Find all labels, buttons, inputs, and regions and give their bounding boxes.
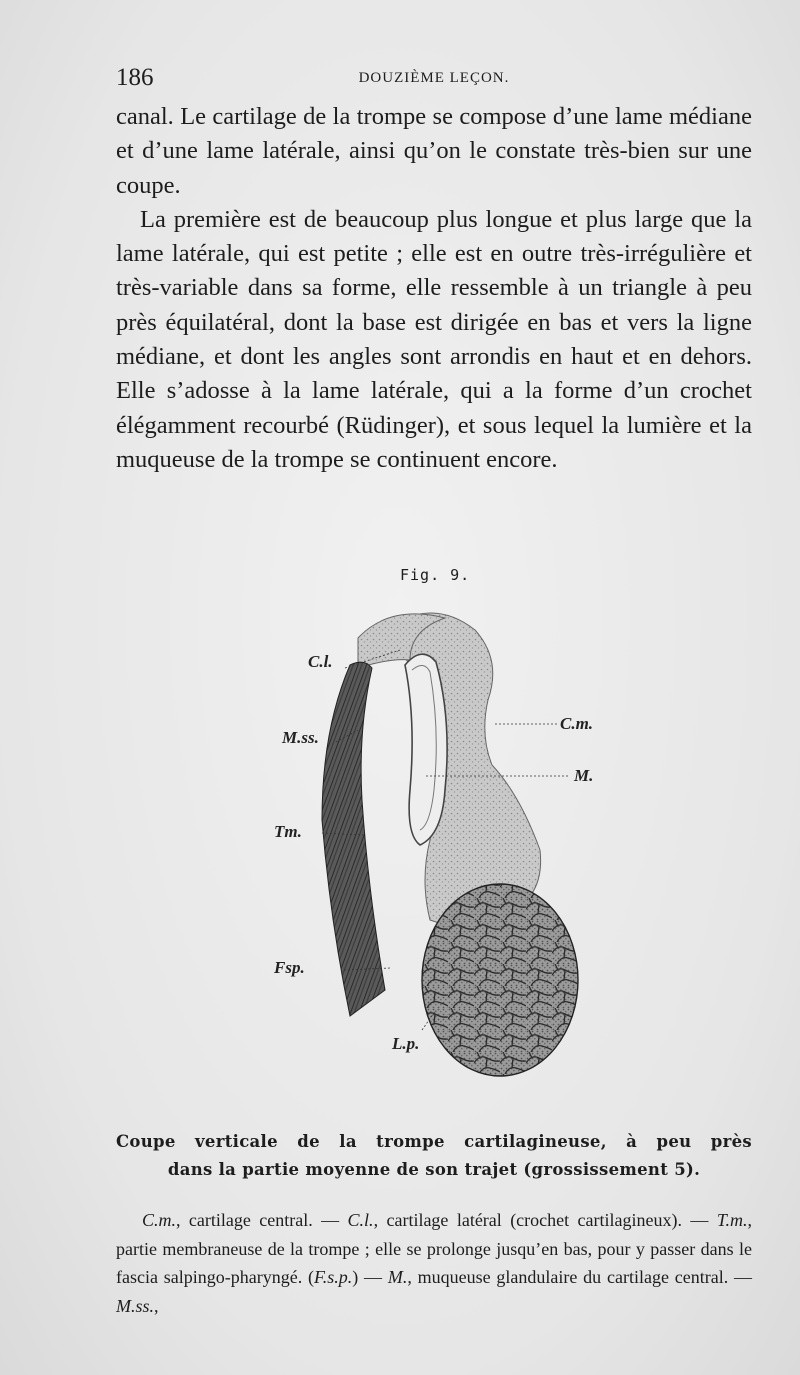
legend-tm-text: , partie membraneuse de la trompe ; elle se prolonge jusqu’en bas, pour y passer dans le fascia salpingo-pharyngé. ( <box>116 1210 752 1287</box>
legend-cl-text: , cartilage latéral (crochet cartilagineux). — <box>373 1210 717 1230</box>
figure-illustration <box>240 590 640 1090</box>
label-tm: Tm. <box>274 822 302 841</box>
legend-cm-text: , cartilage central. — <box>176 1210 348 1230</box>
legend-m-abbr: M. <box>387 1267 408 1287</box>
figure-label: Fig. 9. <box>400 566 471 584</box>
legend-cm-abbr: C.m. <box>142 1210 177 1230</box>
page-number: 186 <box>116 64 154 91</box>
paragraph-2: La première est de beaucoup plus longue et plus large que la lame latérale, qui est petite ; elle est en outre très-irrégulière et très-variable dans sa forme, elle ressemble à un triangle à peu près équilatéral, dont la base est dirigée en bas et vers la ligne médiane, et dont les angles sont arrondis en haut et en dehors. Elle s’adosse à la lame latérale, qui a la forme d’un crochet élégamment recourbé (Rüdinger), et sous lequel la lumière et la muqueuse de la trompe se continuent encore. <box>116 205 752 473</box>
legend-tm-abbr: T.m. <box>716 1210 748 1230</box>
running-head: DOUZIÈME LEÇON. <box>358 70 510 86</box>
caption-line-2: dans la partie moyenne de son trajet (grossissement 5). <box>167 1160 701 1179</box>
legend-fsp-abbr: F.s.p. <box>314 1267 353 1287</box>
paragraph-1: canal. Le cartilage de la trompe se compose d’une lame médiane et d’une lame latérale, ainsi qu’on le constate très-bien sur une coupe. <box>116 103 752 199</box>
legend-mss-abbr: M.ss. <box>116 1295 155 1316</box>
label-m: M. <box>574 766 594 785</box>
figure-caption <box>116 1128 752 1184</box>
legend-fsp-text: ) — <box>352 1267 388 1287</box>
label-lp: L.p. <box>392 1034 420 1053</box>
label-mss: M.ss. <box>282 728 319 747</box>
figure-legend <box>116 1206 752 1320</box>
legend-cl-abbr: C.l. <box>347 1210 374 1230</box>
label-fsp: Fsp. <box>274 958 305 977</box>
page-header <box>116 64 752 94</box>
legend-m-text: , muqueuse glandulaire du cartilage central. — <box>407 1267 752 1287</box>
legend-paragraph <box>116 1206 752 1320</box>
legend-mss-text: , <box>154 1295 159 1316</box>
label-cl: C.l. <box>308 652 333 671</box>
caption-line-1: Coupe verticale de la trompe cartilagineuse, à peu près <box>116 1132 752 1151</box>
label-cm: C.m. <box>560 714 594 733</box>
body-text <box>116 100 752 477</box>
